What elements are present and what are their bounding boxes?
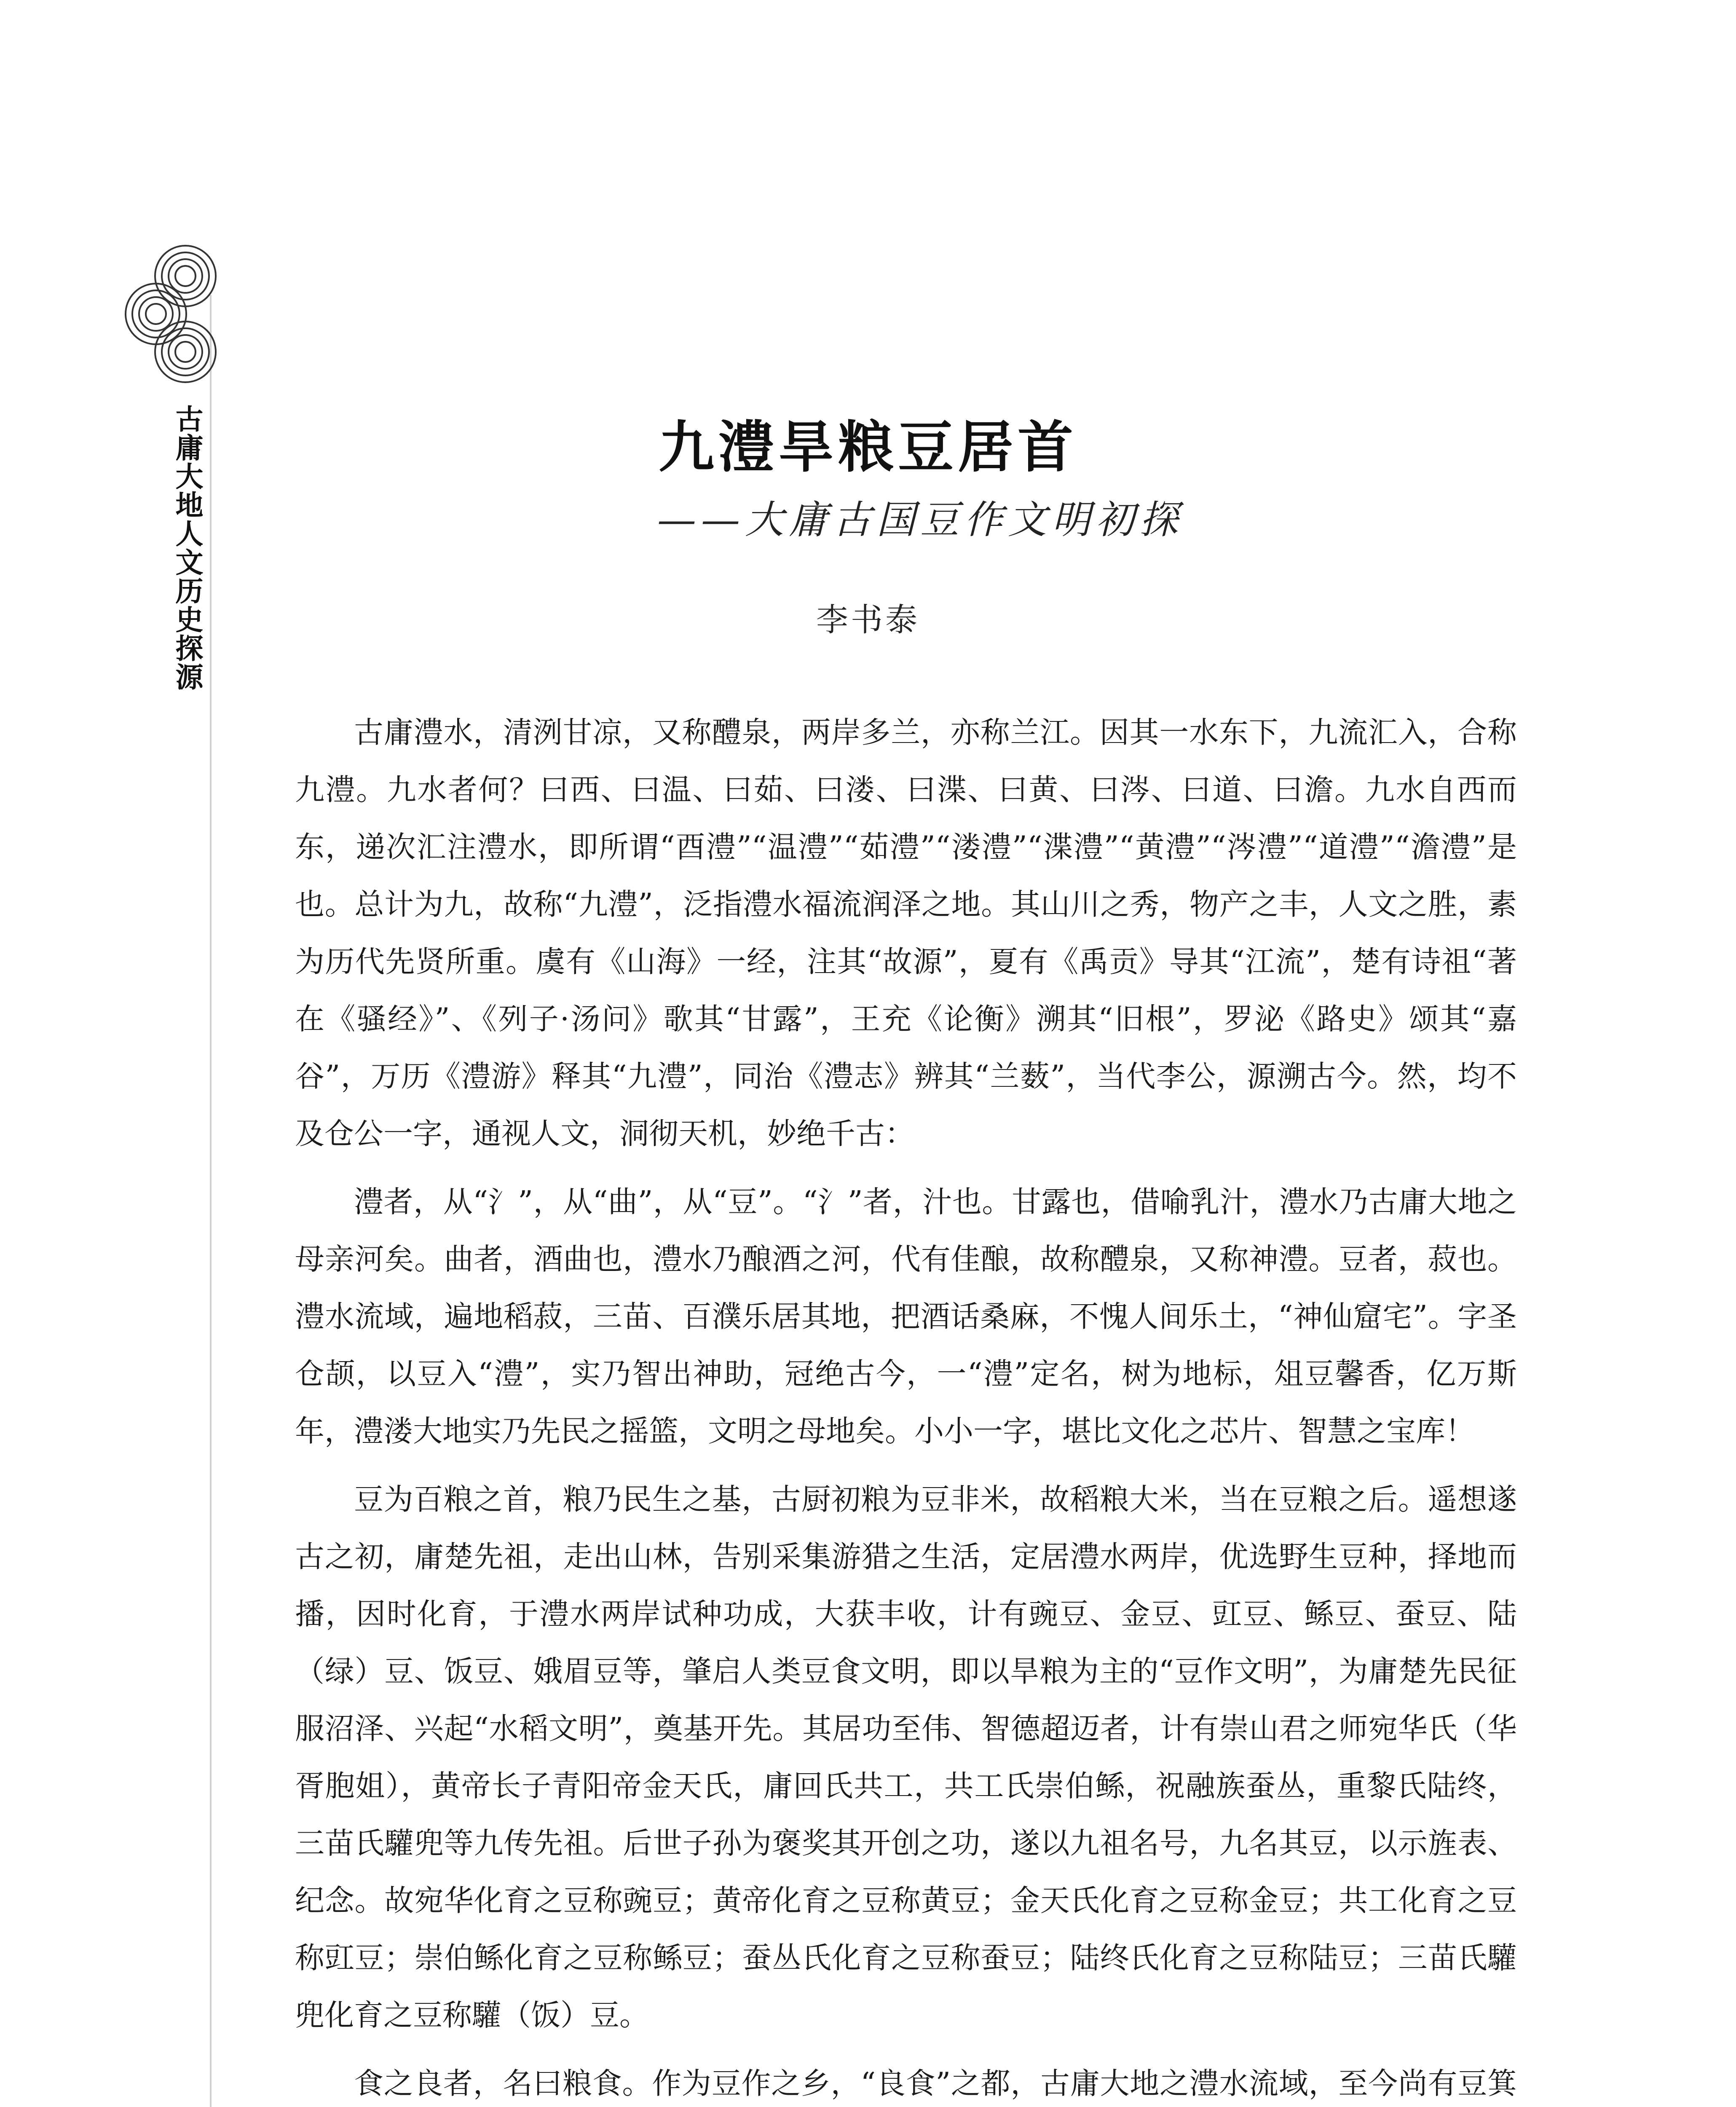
paragraph: 澧者，从“氵”，从“曲”，从“豆”。“氵”者，汁也。甘露也，借喻乳汁，澧水乃古庸大地之母亲河矣。曲者，酒曲也，澧水乃酿酒之河，代有佳酿，故称醴泉，又称神澧。豆者，菽也。澧水流域，遍地稻菽，三苗、百濮乐居其地，把酒话桑麻，不愧人间乐土，“神仙窟宅”。字圣仓颉，以豆入“澧”，实乃智出神助，冠绝古今，一“澧”定名，树为地标，俎豆馨香，亿万斯年，澧溇大地实乃先民之摇篮，文明之母地矣。小小一字，堪比文化之芯片、智慧之宝库！ [295,1185,1517,1448]
paragraph: 食之良者，名曰粮食。作为豆作之乡，“良食”之都，古庸大地之澧水流域，至今尚有豆箕 [354,2066,1517,2101]
series-title: 古庸大地人文历史探源 [171,405,203,691]
article-author: 李书泰 [816,601,920,638]
article-subtitle: ——大庸古国豆作文明初探 [657,497,1184,542]
paragraph: 豆为百粮之首，粮乃民生之基，古厨初粮为豆非米，故稻粮大米，当在豆粮之后。遥想遂古之初，庸楚先祖，走出山林，告别采集游猎之生活，定居澧水两岸，优选野生豆种，择地而播，因时化育，于澧水两岸试种功成，大获丰收，计有豌豆、金豆、豇豆、鲧豆、蚕豆、陆（绿）豆、饭豆、娥眉豆等，肇启人类豆食文明，即以旱粮为主的“豆作文明”，为庸楚先民征服沼泽、兴起“水稻文明”，奠基开先。其居功至伟、智德超迈者，计有崇山君之师宛华氏（华胥胞姐），黄帝长子青阳帝金天氏，庸回氏共工，共工氏崇伯鲧，祝融族蚕丛，重黎氏陆终，三苗氏驩兜等九传先祖。后世子孙为褒奖其开创之功，遂以九祖名号，九名其豆，以示旌表、纪念。故宛华化育之豆称豌豆；黄帝化育之豆称黄豆；金天氏化育之豆称金豆；共工化育之豆称豇豆；崇伯鲧化育之豆称鲧豆；蚕丛氏化育之豆称蚕豆；陆终氏化育之豆称陆豆；三苗氏驩兜化育之豆称驩（饭）豆。 [295,1482,1517,2032]
paragraph: 古庸澧水，清洌甘凉，又称醴泉，两岸多兰，亦称兰江。因其一水东下，九流汇入，合称九澧。九水者何？曰西、曰温、曰茹、曰溇、曰渫、曰黄、曰涔、曰道、曰澹。九水自西而东，递次汇注澧水，即所谓“酉澧”“温澧”“茹澧”“溇澧”“渫澧”“黄澧”“涔澧”“道澧”“澹澧”是也。总计为九，故称“九澧”，泛指澧水福流润泽之地。其山川之秀，物产之丰，人文之胜，素为历代先贤所重。虞有《山海》一经，注其“故源”，夏有《禹贡》导其“江流”，楚有诗祖“著在《骚经》”、《列子·汤问》歌其“甘露”，王充《论衡》溯其“旧根”，罗泌《路史》颂其“嘉谷”，万历《澧游》释其“九澧”，同治《澧志》辨其“兰薮”，当代李公，源溯古今。然，均不及仓公一字，通视人文，洞彻天机，妙绝千古： [295,715,1517,1151]
article-body [295,704,1517,2107]
margin-rule [210,295,212,2107]
article-title: 九澧旱粮豆居首 [659,415,1077,480]
cloud-ornament [122,236,219,392]
